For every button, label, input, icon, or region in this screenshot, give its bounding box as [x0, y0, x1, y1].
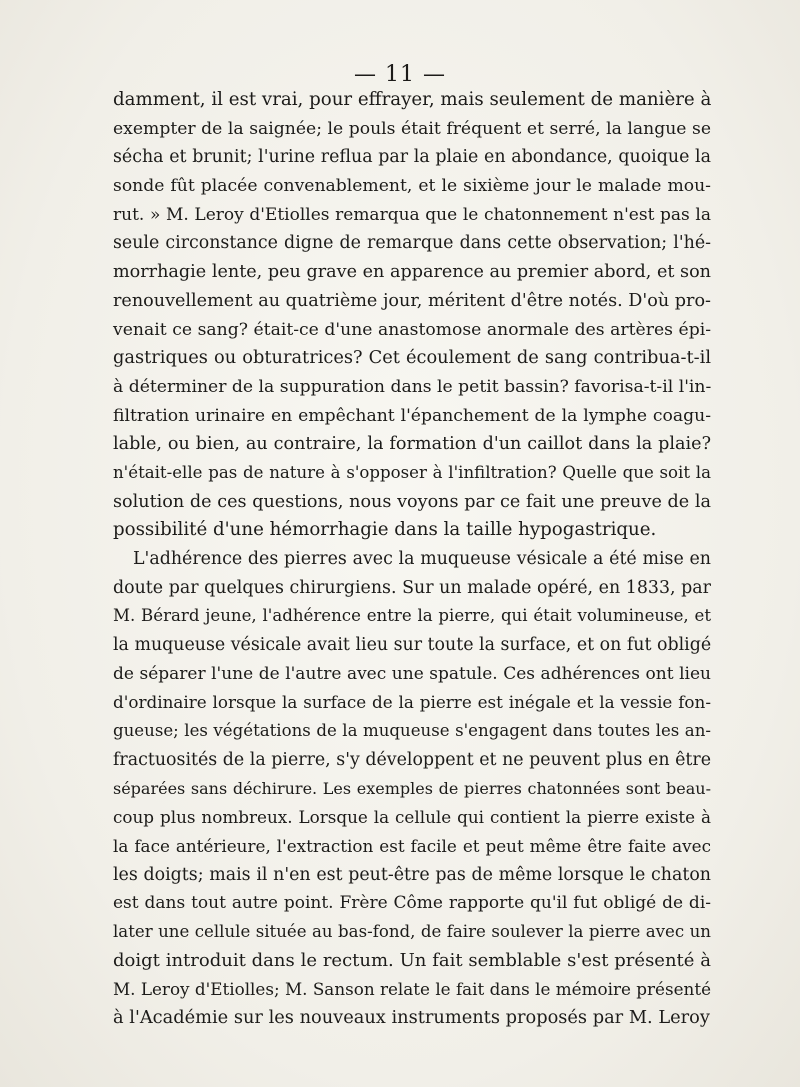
text-line: morrhagie lente, peu grave en apparence au premier abord, et son — [113, 262, 711, 283]
text-line: gueuse; les végétations de la muqueuse s'engagent dans toutes les an- — [113, 721, 711, 741]
text-line: filtration urinaire en empêchant l'épanchement de la lymphe coagu- — [113, 405, 711, 426]
text-line: à l'Académie sur les nouveaux instruments proposés par M. Leroy — [113, 1007, 710, 1028]
text-line: sonde fût placée convenablement, et le sixième jour le malade mou- — [113, 176, 711, 197]
page-number: — 11 — — [354, 62, 446, 87]
text-line: doigt introduit dans le rectum. Un fait semblable s'est présenté à — [113, 949, 711, 971]
text-line: séparées sans déchirure. Les exemples de pierres chatonnées sont beau- — [113, 778, 711, 798]
text-line: possibilité d'une hémorrhagie dans la taille hypogastrique. — [113, 519, 657, 541]
text-line: venait ce sang? était-ce d'une anastomose anormale des artères épi- — [113, 319, 711, 340]
text-line: gastriques ou obturatrices? Cet écoulement de sang contribua-t-il — [113, 347, 711, 369]
text-line: à déterminer de la suppuration dans le petit bassin? favorisa-t-il l'in- — [113, 376, 712, 397]
text-line: fractuosités de la pierre, s'y développent et ne peuvent plus en être — [113, 749, 711, 770]
text-line: lable, ou bien, au contraire, la formation d'un caillot dans la plaie? — [113, 434, 711, 455]
text-line: d'ordinaire lorsque la surface de la pierre est inégale et la vessie fon- — [113, 692, 711, 713]
text-line: damment, il est vrai, pour effrayer, mais seulement de manière à — [113, 89, 712, 110]
text-line: coup plus nombreux. Lorsque la cellule qui contient la pierre existe à — [113, 807, 711, 828]
text-line: rut. » M. Leroy d'Etiolles remarqua que le chatonnement n'est pas la — [113, 204, 711, 225]
body-text — [113, 86, 711, 1033]
text-line: solution de ces questions, nous voyons par ce fait une preuve de la — [113, 491, 711, 512]
text-line: la face antérieure, l'extraction est facile et peut même être faite avec — [113, 835, 711, 856]
text-line: la muqueuse vésicale avait lieu sur toute la surface, et on fut obligé — [113, 635, 712, 656]
text-line: doute par quelques chirurgiens. Sur un malade opéré, en 1833, par — [113, 577, 711, 598]
text-line: n'était-elle pas de nature à s'opposer à l'infiltration? Quelle que soit la — [113, 462, 711, 482]
text-line: M. Bérard jeune, l'adhérence entre la pierre, qui était volumineuse, et — [113, 606, 711, 626]
text-line: seule circonstance digne de remarque dans cette observation; l'hé- — [113, 233, 711, 254]
text-line: renouvellement au quatrième jour, méritent d'être notés. D'où pro- — [113, 290, 711, 311]
text-line: est dans tout autre point. Frère Côme rapporte qu'il fut obligé de di- — [113, 893, 711, 914]
text-line: de séparer l'une de l'autre avec une spatule. Ces adhérences ont lieu — [113, 663, 711, 684]
text-line: M. Leroy d'Etiolles; M. Sanson relate le fait dans le mémoire présenté — [113, 979, 711, 1000]
text-line: later une cellule située au bas-fond, de faire soulever la pierre avec un — [113, 921, 711, 941]
text-line: exempter de la saignée; le pouls était fréquent et serré, la langue se — [113, 118, 711, 139]
text-line: L'adhérence des pierres avec la muqueuse vésicale a été mise en — [133, 549, 711, 569]
text-line: les doigts; mais il n'en est peut-être pas de même lorsque le chaton — [113, 864, 711, 885]
text-line: sécha et brunit; l'urine reflua par la plaie en abondance, quoique la — [113, 147, 711, 168]
